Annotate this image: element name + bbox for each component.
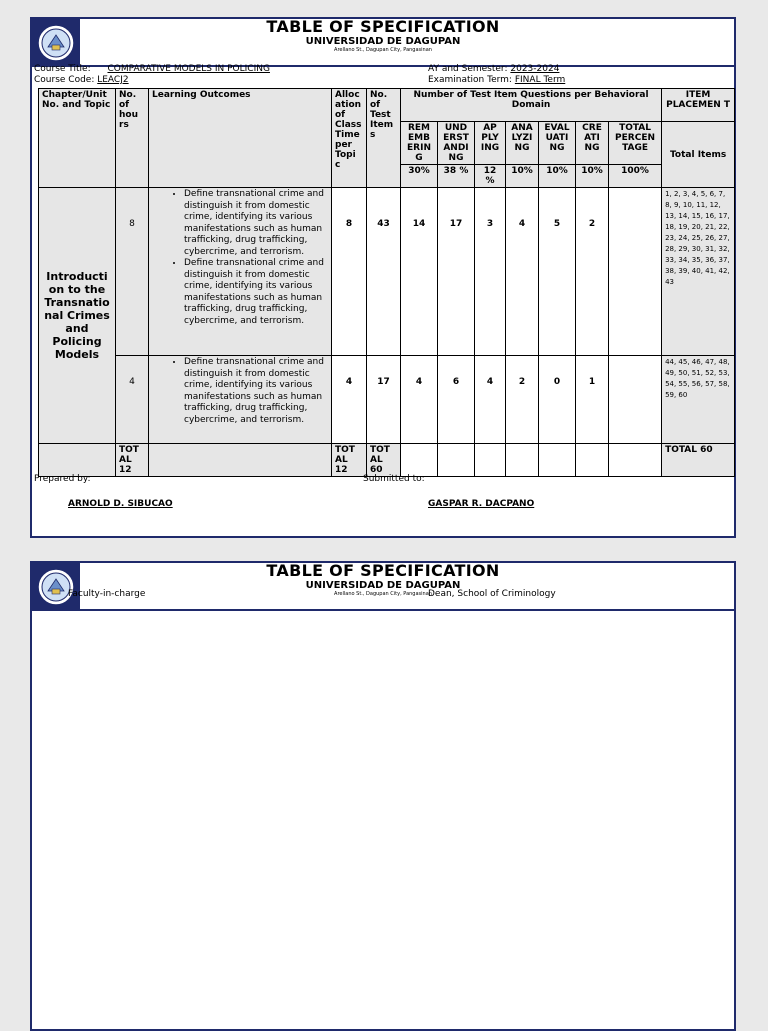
totals-empty-cell: [39, 444, 116, 477]
university-name: UNIVERSIDAD DE DAGUPAN: [305, 36, 461, 47]
document-page-1: [30, 17, 736, 538]
total-allocation-cell: TOT AL 12: [332, 444, 367, 477]
learning-outcomes-cell: [149, 188, 332, 356]
header-total-percentage: TOTAL PERCEN TAGE: [609, 122, 662, 165]
header-item-placement: ITEM PLACEMEN T: [662, 89, 735, 122]
page-header: [32, 19, 734, 67]
header-hours: No. of hou rs: [116, 89, 149, 188]
allocation-cell: 4: [332, 356, 367, 444]
pct-applying: 12 %: [475, 165, 506, 188]
total-hours-cell: TOT AL 12: [116, 444, 149, 477]
totals-domain-cell: [438, 444, 475, 477]
ay-semester-value: 2023-2024: [510, 64, 560, 74]
total-percentage-cell: [609, 188, 662, 356]
item-placement-cell: 1, 2, 3, 4, 5, 6, 7, 8, 9, 10, 11, 12, 13, 14, 15, 16, 17, 18, 19, 20, 21, 22, 23, 24, 25, 26, 27, 28, 29, 30, 31, 32, 33, 34, 35, 36, 37, 38, 39, 40, 41, 42, 43: [662, 188, 735, 356]
course-title-line: [34, 64, 270, 74]
total-test-items-cell: TOT AL 60: [367, 444, 401, 477]
pct-creating: 10%: [576, 165, 609, 188]
prepared-by-name: ARNOLD D. SIBUCAO: [68, 499, 173, 509]
understanding-cell: 6: [438, 356, 475, 444]
header-learning-outcomes: Learning Outcomes: [149, 89, 332, 188]
header-behavioral-domain: Number of Test Item Questions per Behavioral Domain: [401, 89, 662, 122]
creating-cell: 2: [576, 188, 609, 356]
item-placement-cell: 44, 45, 46, 47, 48, 49, 50, 51, 52, 53, 54, 55, 56, 57, 58, 59, 60: [662, 356, 735, 444]
pct-analyzing: 10%: [506, 165, 539, 188]
totals-domain-cell: [609, 444, 662, 477]
university-address: Arellano St., Dagupan City, Pangasinan: [334, 591, 432, 597]
list-item: • Define transnational crime and distinguish it from domestic crime, identifying its various manifestations such as human trafficking, drug trafficking, cybercrime, and terrorism.: [184, 189, 328, 258]
ay-semester-label: AY and Semester:: [428, 64, 508, 74]
page-title: TABLE OF SPECIFICATION: [266, 17, 500, 36]
page-header: [32, 563, 734, 611]
total-placement-cell: TOTAL 60: [662, 444, 735, 477]
totals-domain-cell: [401, 444, 438, 477]
hours-cell: 4: [116, 356, 149, 444]
test-items-cell: 43: [367, 188, 401, 356]
header-total-items: Total Items: [662, 122, 735, 188]
exam-term-label: Examination Term:: [428, 75, 512, 85]
list-item: • Define transnational crime and distinguish it from domestic crime, identifying its various manifestations such as human trafficking, drug trafficking, cybercrime, and terrorism.: [184, 357, 328, 426]
test-items-cell: 17: [367, 356, 401, 444]
course-code-value: LEACJ2: [97, 75, 129, 85]
pct-understanding: 38 %: [438, 165, 475, 188]
prepared-by-role: Faculty-in-charge: [68, 589, 146, 599]
course-title-label: Course Title:: [34, 64, 91, 74]
exam-term-line: [428, 75, 565, 85]
university-address: Arellano St., Dagupan City, Pangasinan: [334, 47, 432, 53]
applying-cell: 3: [475, 188, 506, 356]
header-understanding: UND ERST ANDI NG: [438, 122, 475, 165]
understanding-cell: 17: [438, 188, 475, 356]
totals-outcomes-cell: [149, 444, 332, 477]
prepared-by-label: Prepared by:: [34, 474, 91, 484]
evaluating-cell: 0: [539, 356, 576, 444]
specification-table: [38, 88, 735, 477]
total-percentage-cell: [609, 356, 662, 444]
pct-remembering: 30%: [401, 165, 438, 188]
totals-domain-cell: [576, 444, 609, 477]
list-item: • Define transnational crime and distinguish it from domestic crime, identifying its various manifestations such as human trafficking, drug trafficking, cybercrime, and terrorism.: [184, 258, 328, 327]
remembering-cell: 14: [401, 188, 438, 356]
header-applying: AP PLY ING: [475, 122, 506, 165]
page-title: TABLE OF SPECIFICATION: [266, 561, 500, 580]
exam-term-value: FINAL Term: [514, 75, 566, 85]
header-chapter: Chapter/Unit No. and Topic: [39, 89, 116, 188]
document-page-2: [30, 561, 736, 1031]
creating-cell: 1: [576, 356, 609, 444]
header-allocation: Alloc ation of Class Time per Topi c: [332, 89, 367, 188]
header-test-items: No. of Test Item s: [367, 89, 401, 188]
submitted-to-label: Submitted to:: [363, 474, 425, 484]
analyzing-cell: 4: [506, 188, 539, 356]
course-code-line: [34, 75, 129, 85]
allocation-cell: 8: [332, 188, 367, 356]
header-remembering: REM EMB ERIN G: [401, 122, 438, 165]
applying-cell: 4: [475, 356, 506, 444]
totals-domain-cell: [539, 444, 576, 477]
totals-domain-cell: [506, 444, 539, 477]
totals-row: [39, 444, 735, 477]
submitted-to-role: Dean, School of Criminology: [428, 589, 556, 599]
university-name: UNIVERSIDAD DE DAGUPAN: [305, 580, 461, 591]
ay-semester-line: [428, 64, 559, 74]
table-row: [39, 356, 735, 444]
header-analyzing: ANA LYZI NG: [506, 122, 539, 165]
header-evaluating: EVAL UATI NG: [539, 122, 576, 165]
pct-evaluating: 10%: [539, 165, 576, 188]
pct-total: 100%: [609, 165, 662, 188]
analyzing-cell: 2: [506, 356, 539, 444]
hours-cell: 8: [116, 188, 149, 356]
course-code-label: Course Code:: [34, 75, 95, 85]
submitted-to-name: GASPAR R. DACPANO: [428, 499, 535, 509]
totals-domain-cell: [475, 444, 506, 477]
evaluating-cell: 5: [539, 188, 576, 356]
topic-cell: Introducti on to the Transnatio nal Crimes and Policing Models: [39, 188, 116, 444]
header-creating: CRE ATI NG: [576, 122, 609, 165]
learning-outcomes-cell: [149, 356, 332, 444]
table-row: [39, 188, 735, 356]
course-title-value: COMPARATIVE MODELS IN POLICING: [107, 64, 270, 74]
remembering-cell: 4: [401, 356, 438, 444]
